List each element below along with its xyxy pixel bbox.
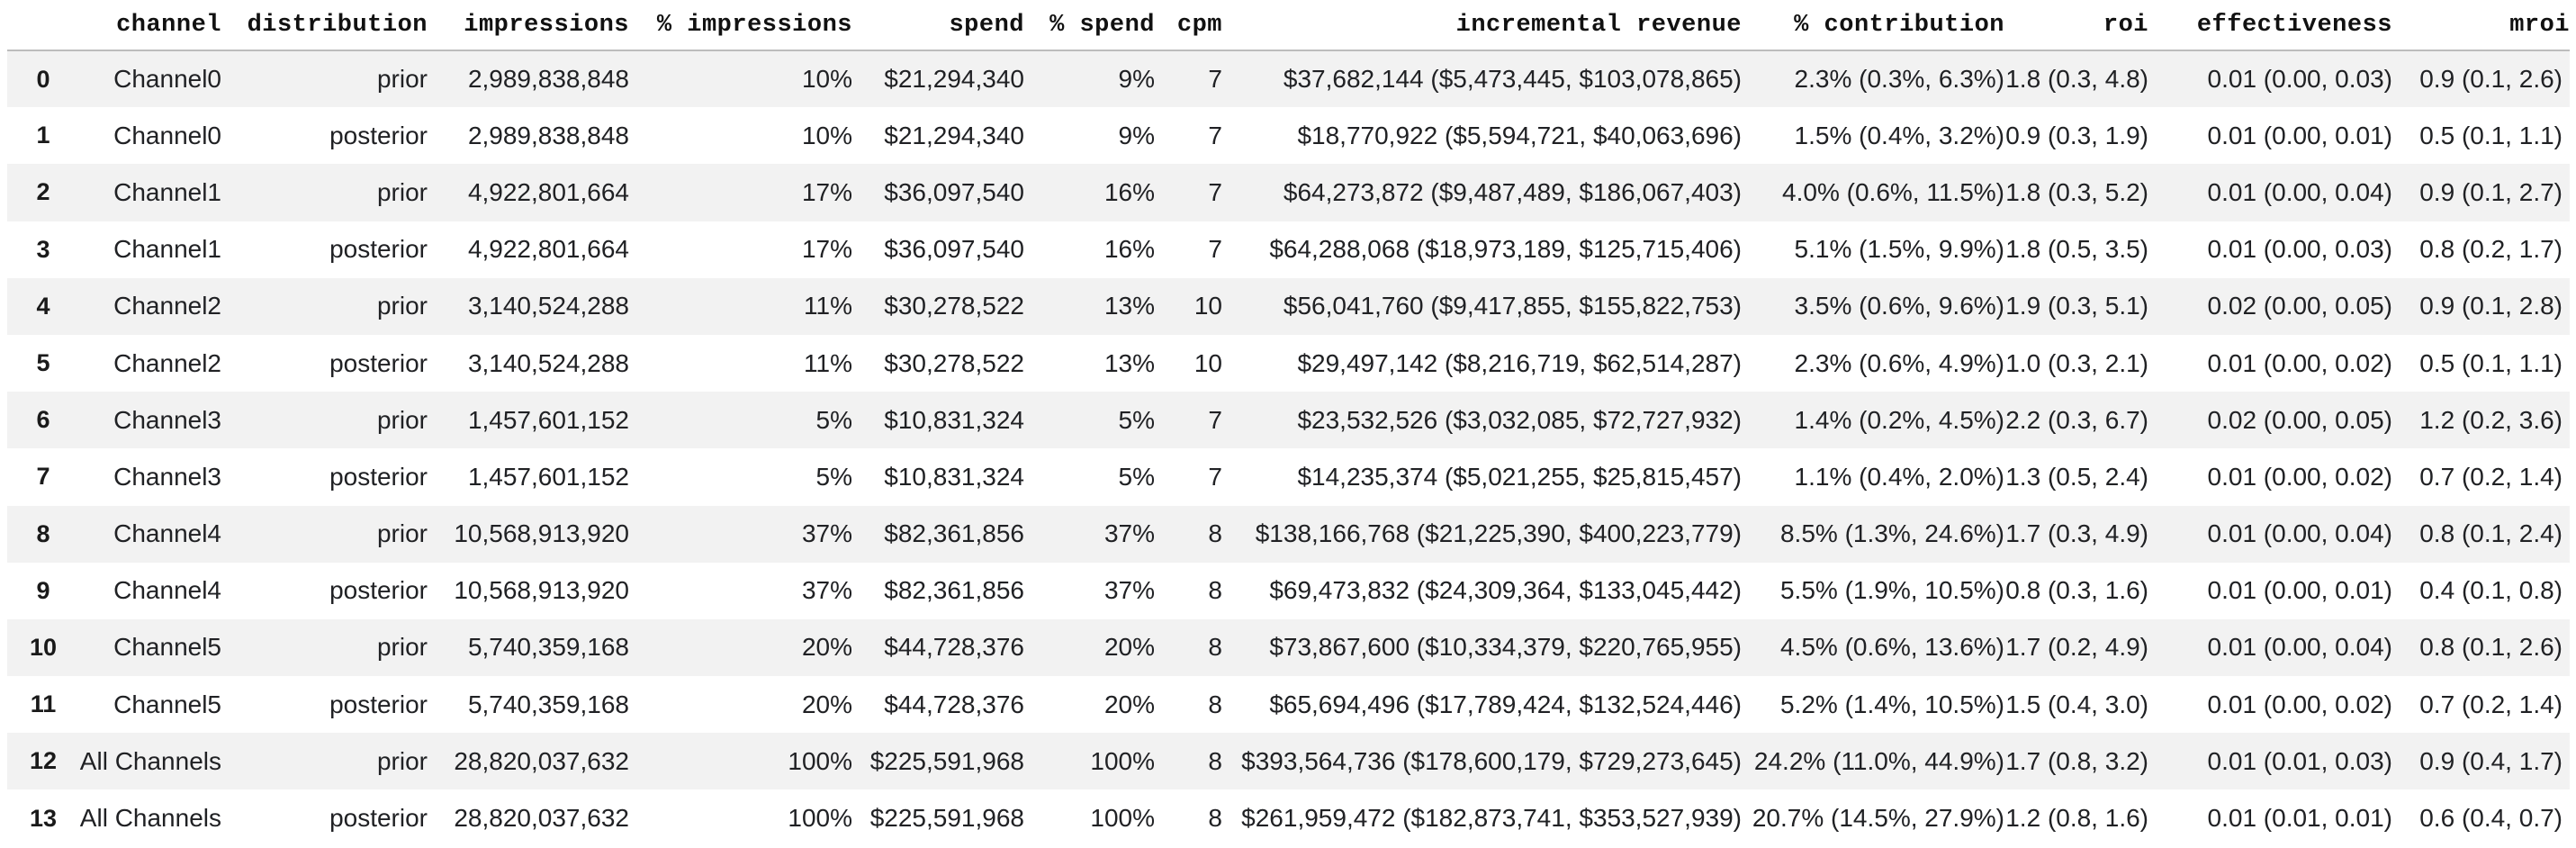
cell-pct_spend: 37% — [1103, 519, 1155, 548]
cell-distribution: prior — [376, 177, 428, 206]
cell-roi: 1.7 (0.2, 4.9) — [2005, 633, 2148, 662]
row-index: 1 — [36, 122, 50, 149]
column-header-spend: spend — [852, 0, 1024, 50]
cell-effectiveness: 0.01 (0.01, 0.03) — [2207, 746, 2392, 775]
cell-mroi: 0.8 (0.1, 2.4) — [2419, 519, 2562, 548]
cell-pct_spend: 5% — [1118, 462, 1155, 491]
cell-distribution: prior — [376, 633, 428, 662]
cell-impressions: 10,568,913,920 — [454, 519, 629, 548]
cell-cpm: 8 — [1208, 633, 1222, 662]
column-header-roi: roi — [2004, 0, 2148, 50]
cell-impressions: 10,568,913,920 — [454, 576, 629, 605]
cell-spend: $30,278,522 — [884, 292, 1024, 320]
cell-spend: $82,361,856 — [884, 576, 1024, 605]
cell-distribution: posterior — [329, 348, 428, 377]
cell-pct_impressions: 100% — [788, 746, 852, 775]
row-index: 13 — [29, 804, 58, 832]
cell-roi: 1.3 (0.5, 2.4) — [2005, 462, 2148, 491]
row-index: 11 — [30, 690, 57, 718]
cell-pct_contribution: 8.5% (1.3%, 24.6%) — [1779, 519, 2004, 548]
cell-cpm: 8 — [1208, 519, 1222, 548]
table-row — [7, 506, 2570, 563]
cell-channel: All Channels — [79, 746, 221, 775]
cell-distribution: prior — [376, 519, 428, 548]
cell-spend: $82,361,856 — [884, 519, 1024, 548]
cell-cpm: 10 — [1193, 292, 1222, 320]
cell-distribution: prior — [376, 405, 428, 434]
cell-mroi: 1.2 (0.2, 3.6) — [2419, 405, 2562, 434]
cell-pct_contribution: 5.5% (1.9%, 10.5%) — [1779, 576, 2004, 605]
cell-effectiveness: 0.01 (0.00, 0.03) — [2207, 65, 2392, 94]
cell-channel: Channel0 — [113, 121, 221, 149]
cell-effectiveness: 0.01 (0.00, 0.04) — [2207, 177, 2392, 206]
cell-effectiveness: 0.01 (0.01, 0.01) — [2207, 804, 2392, 833]
cell-mroi: 0.7 (0.2, 1.4) — [2419, 690, 2562, 718]
cell-effectiveness: 0.01 (0.00, 0.02) — [2207, 348, 2392, 377]
cell-spend: $44,728,376 — [884, 633, 1024, 662]
cell-roi: 1.8 (0.3, 5.2) — [2005, 177, 2148, 206]
cell-mroi: 0.5 (0.1, 1.1) — [2419, 348, 2562, 377]
cell-impressions: 28,820,037,632 — [454, 746, 629, 775]
table-row — [7, 164, 2570, 221]
cell-roi: 2.2 (0.3, 6.7) — [2005, 405, 2148, 434]
table-row — [7, 392, 2570, 448]
cell-pct_spend: 20% — [1103, 690, 1155, 718]
column-header-channel: channel — [79, 0, 221, 50]
cell-pct_impressions: 11% — [804, 348, 852, 377]
cell-incremental_revenue: $14,235,374 ($5,021,255, $25,815,457) — [1297, 462, 1742, 491]
cell-channel: Channel5 — [113, 690, 221, 718]
cell-mroi: 0.4 (0.1, 0.8) — [2419, 576, 2562, 605]
cell-roi: 0.9 (0.3, 1.9) — [2005, 121, 2148, 149]
cell-cpm: 7 — [1208, 462, 1222, 491]
cell-distribution: posterior — [329, 804, 428, 833]
cell-impressions: 2,989,838,848 — [467, 121, 629, 149]
header-row — [7, 0, 2570, 50]
table-row — [7, 107, 2570, 164]
cell-pct_spend: 100% — [1090, 804, 1155, 833]
table-row — [7, 676, 2570, 733]
cell-mroi: 0.9 (0.1, 2.8) — [2419, 292, 2562, 320]
cell-incremental_revenue: $56,041,760 ($9,417,855, $155,822,753) — [1283, 292, 1742, 320]
cell-pct_impressions: 17% — [801, 177, 852, 206]
cell-channel: Channel1 — [113, 177, 221, 206]
cell-roi: 1.2 (0.8, 1.6) — [2005, 804, 2148, 833]
cell-spend: $225,591,968 — [869, 804, 1024, 833]
cell-impressions: 1,457,601,152 — [467, 405, 629, 434]
cell-pct_impressions: 5% — [815, 462, 852, 491]
cell-effectiveness: 0.01 (0.00, 0.01) — [2207, 121, 2392, 149]
cell-pct_spend: 9% — [1118, 65, 1155, 94]
cell-pct_spend: 20% — [1103, 633, 1155, 662]
cell-mroi: 0.8 (0.1, 2.6) — [2419, 633, 2562, 662]
cell-roi: 1.8 (0.5, 3.5) — [2005, 235, 2148, 264]
cell-pct_impressions: 5% — [815, 405, 852, 434]
column-header-pct_impressions: % impressions — [629, 0, 852, 50]
cell-spend: $10,831,324 — [884, 462, 1024, 491]
cell-impressions: 3,140,524,288 — [467, 292, 629, 320]
cell-impressions: 5,740,359,168 — [467, 633, 629, 662]
cell-distribution: prior — [376, 292, 428, 320]
cell-mroi: 0.8 (0.2, 1.7) — [2419, 235, 2562, 264]
row-index: 10 — [29, 633, 58, 661]
table-row — [7, 335, 2570, 392]
cell-pct_contribution: 1.4% (0.2%, 4.5%) — [1794, 405, 2004, 434]
cell-distribution: posterior — [329, 235, 428, 264]
cell-distribution: prior — [376, 65, 428, 94]
cell-incremental_revenue: $29,497,142 ($8,216,719, $62,514,287) — [1297, 348, 1742, 377]
cell-channel: Channel4 — [113, 519, 221, 548]
column-header-pct_contribution: % contribution — [1742, 0, 2004, 50]
cell-mroi: 0.5 (0.1, 1.1) — [2419, 121, 2562, 149]
cell-spend: $30,278,522 — [884, 348, 1024, 377]
cell-roi: 1.5 (0.4, 3.0) — [2005, 690, 2148, 718]
cell-cpm: 8 — [1208, 690, 1222, 718]
cell-channel: Channel1 — [113, 235, 221, 264]
row-index: 4 — [36, 292, 50, 320]
column-header-cpm: cpm — [1155, 0, 1222, 50]
cell-distribution: posterior — [329, 690, 428, 718]
cell-incremental_revenue: $18,770,922 ($5,594,721, $40,063,696) — [1297, 121, 1742, 149]
row-index: 7 — [36, 463, 50, 491]
cell-distribution: posterior — [329, 121, 428, 149]
cell-effectiveness: 0.01 (0.00, 0.02) — [2207, 462, 2392, 491]
cell-spend: $36,097,540 — [884, 235, 1024, 264]
table-row — [7, 448, 2570, 505]
cell-channel: Channel0 — [113, 65, 221, 94]
cell-impressions: 28,820,037,632 — [454, 804, 629, 833]
cell-mroi: 0.9 (0.4, 1.7) — [2419, 746, 2562, 775]
cell-roi: 0.8 (0.3, 1.6) — [2005, 576, 2148, 605]
cell-incremental_revenue: $393,564,736 ($178,600,179, $729,273,645) — [1241, 746, 1742, 775]
cell-cpm: 8 — [1208, 804, 1222, 833]
cell-pct_impressions: 100% — [788, 804, 852, 833]
cell-impressions: 3,140,524,288 — [467, 348, 629, 377]
cell-channel: Channel3 — [113, 405, 221, 434]
cell-roi: 1.7 (0.3, 4.9) — [2005, 519, 2148, 548]
cell-spend: $36,097,540 — [884, 177, 1024, 206]
cell-channel: Channel4 — [113, 576, 221, 605]
cell-pct_spend: 16% — [1103, 235, 1155, 264]
cell-incremental_revenue: $138,166,768 ($21,225,390, $400,223,779) — [1255, 519, 1742, 548]
cell-channel: Channel5 — [113, 633, 221, 662]
table-row — [7, 221, 2570, 278]
cell-impressions: 4,922,801,664 — [467, 177, 629, 206]
cell-mroi: 0.9 (0.1, 2.7) — [2419, 177, 2562, 206]
cell-cpm: 7 — [1208, 121, 1222, 149]
cell-roi: 1.7 (0.8, 3.2) — [2005, 746, 2148, 775]
column-header-mroi: mroi — [2392, 0, 2570, 50]
cell-pct_contribution: 2.3% (0.3%, 6.3%) — [1794, 65, 2004, 94]
cell-pct_contribution: 3.5% (0.6%, 9.6%) — [1794, 292, 2004, 320]
cell-pct_contribution: 5.1% (1.5%, 9.9%) — [1794, 235, 2004, 264]
column-header-effectiveness: effectiveness — [2148, 0, 2392, 50]
cell-effectiveness: 0.02 (0.00, 0.05) — [2207, 292, 2392, 320]
row-index: 12 — [29, 747, 58, 775]
cell-effectiveness: 0.01 (0.00, 0.04) — [2207, 519, 2392, 548]
cell-pct_spend: 9% — [1118, 121, 1155, 149]
cell-mroi: 0.7 (0.2, 1.4) — [2419, 462, 2562, 491]
cell-incremental_revenue: $65,694,496 ($17,789,424, $132,524,446) — [1269, 690, 1742, 718]
cell-pct_impressions: 20% — [801, 690, 852, 718]
cell-pct_contribution: 20.7% (14.5%, 27.9%) — [1752, 804, 2004, 833]
cell-pct_impressions: 10% — [801, 65, 852, 94]
cell-cpm: 8 — [1208, 746, 1222, 775]
cell-spend: $21,294,340 — [884, 121, 1024, 149]
table-row — [7, 789, 2570, 846]
cell-roi: 1.0 (0.3, 2.1) — [2005, 348, 2148, 377]
cell-cpm: 7 — [1208, 235, 1222, 264]
cell-incremental_revenue: $64,288,068 ($18,973,189, $125,715,406) — [1269, 235, 1742, 264]
column-header-pct_spend: % spend — [1024, 0, 1155, 50]
cell-distribution: prior — [376, 746, 428, 775]
cell-cpm: 7 — [1208, 65, 1222, 94]
table-row — [7, 278, 2570, 335]
cell-channel: All Channels — [79, 804, 221, 833]
cell-incremental_revenue: $73,867,600 ($10,334,379, $220,765,955) — [1269, 633, 1742, 662]
cell-spend: $44,728,376 — [884, 690, 1024, 718]
cell-effectiveness: 0.01 (0.00, 0.02) — [2207, 690, 2392, 718]
cell-roi: 1.8 (0.3, 4.8) — [2005, 65, 2148, 94]
cell-pct_spend: 5% — [1118, 405, 1155, 434]
cell-pct_impressions: 11% — [804, 292, 852, 320]
table-row — [7, 733, 2570, 789]
cell-effectiveness: 0.02 (0.00, 0.05) — [2207, 405, 2392, 434]
cell-pct_spend: 37% — [1103, 576, 1155, 605]
table-row — [7, 563, 2570, 619]
row-index: 0 — [36, 65, 50, 93]
cell-incremental_revenue: $64,273,872 ($9,487,489, $186,067,403) — [1283, 177, 1742, 206]
cell-distribution: posterior — [329, 576, 428, 605]
cell-pct_spend: 13% — [1103, 292, 1155, 320]
column-header-incremental_revenue: incremental revenue — [1222, 0, 1742, 50]
cell-pct_impressions: 10% — [801, 121, 852, 149]
cell-pct_contribution: 24.2% (11.0%, 44.9%) — [1753, 746, 2004, 775]
row-index: 9 — [36, 576, 50, 604]
row-index: 3 — [36, 235, 50, 263]
cell-pct_contribution: 4.0% (0.6%, 11.5%) — [1782, 177, 2004, 206]
cell-spend: $10,831,324 — [884, 405, 1024, 434]
row-index: 8 — [36, 519, 50, 547]
cell-pct_contribution: 5.2% (1.4%, 10.5%) — [1779, 690, 2004, 718]
cell-cpm: 7 — [1208, 405, 1222, 434]
cell-channel: Channel2 — [113, 292, 221, 320]
cell-pct_contribution: 1.1% (0.4%, 2.0%) — [1794, 462, 2004, 491]
table-row — [7, 50, 2570, 107]
cell-pct_impressions: 37% — [801, 519, 852, 548]
table-row — [7, 619, 2570, 676]
cell-pct_spend: 16% — [1103, 177, 1155, 206]
cell-pct_contribution: 2.3% (0.6%, 4.9%) — [1794, 348, 2004, 377]
cell-channel: Channel3 — [113, 462, 221, 491]
cell-pct_contribution: 4.5% (0.6%, 13.6%) — [1779, 633, 2004, 662]
cell-pct_spend: 100% — [1090, 746, 1155, 775]
cell-mroi: 0.6 (0.4, 0.7) — [2419, 804, 2562, 833]
cell-impressions: 4,922,801,664 — [467, 235, 629, 264]
row-index: 5 — [36, 349, 50, 377]
column-header-impressions: impressions — [428, 0, 629, 50]
cell-incremental_revenue: $37,682,144 ($5,473,445, $103,078,865) — [1283, 65, 1742, 94]
cell-impressions: 5,740,359,168 — [467, 690, 629, 718]
cell-mroi: 0.9 (0.1, 2.6) — [2419, 65, 2562, 94]
media-summary-table — [7, 0, 2570, 847]
cell-cpm: 8 — [1208, 576, 1222, 605]
cell-effectiveness: 0.01 (0.00, 0.03) — [2207, 235, 2392, 264]
cell-pct_impressions: 37% — [801, 576, 852, 605]
cell-pct_contribution: 1.5% (0.4%, 3.2%) — [1794, 121, 2004, 149]
cell-effectiveness: 0.01 (0.00, 0.04) — [2207, 633, 2392, 662]
cell-incremental_revenue: $69,473,832 ($24,309,364, $133,045,442) — [1269, 576, 1742, 605]
cell-impressions: 1,457,601,152 — [467, 462, 629, 491]
row-index: 2 — [36, 178, 50, 206]
row-index: 6 — [36, 406, 50, 434]
cell-incremental_revenue: $261,959,472 ($182,873,741, $353,527,939) — [1241, 804, 1742, 833]
cell-roi: 1.9 (0.3, 5.1) — [2005, 292, 2148, 320]
cell-incremental_revenue: $23,532,526 ($3,032,085, $72,727,932) — [1297, 405, 1742, 434]
cell-pct_spend: 13% — [1103, 348, 1155, 377]
cell-cpm: 7 — [1208, 177, 1222, 206]
column-header-distribution: distribution — [221, 0, 428, 50]
cell-spend: $225,591,968 — [869, 746, 1024, 775]
cell-channel: Channel2 — [113, 348, 221, 377]
cell-spend: $21,294,340 — [884, 65, 1024, 94]
cell-pct_impressions: 17% — [801, 235, 852, 264]
cell-effectiveness: 0.01 (0.00, 0.01) — [2207, 576, 2392, 605]
cell-impressions: 2,989,838,848 — [467, 65, 629, 94]
column-header-index — [7, 0, 79, 50]
cell-distribution: posterior — [329, 462, 428, 491]
cell-pct_impressions: 20% — [801, 633, 852, 662]
cell-cpm: 10 — [1193, 348, 1222, 377]
